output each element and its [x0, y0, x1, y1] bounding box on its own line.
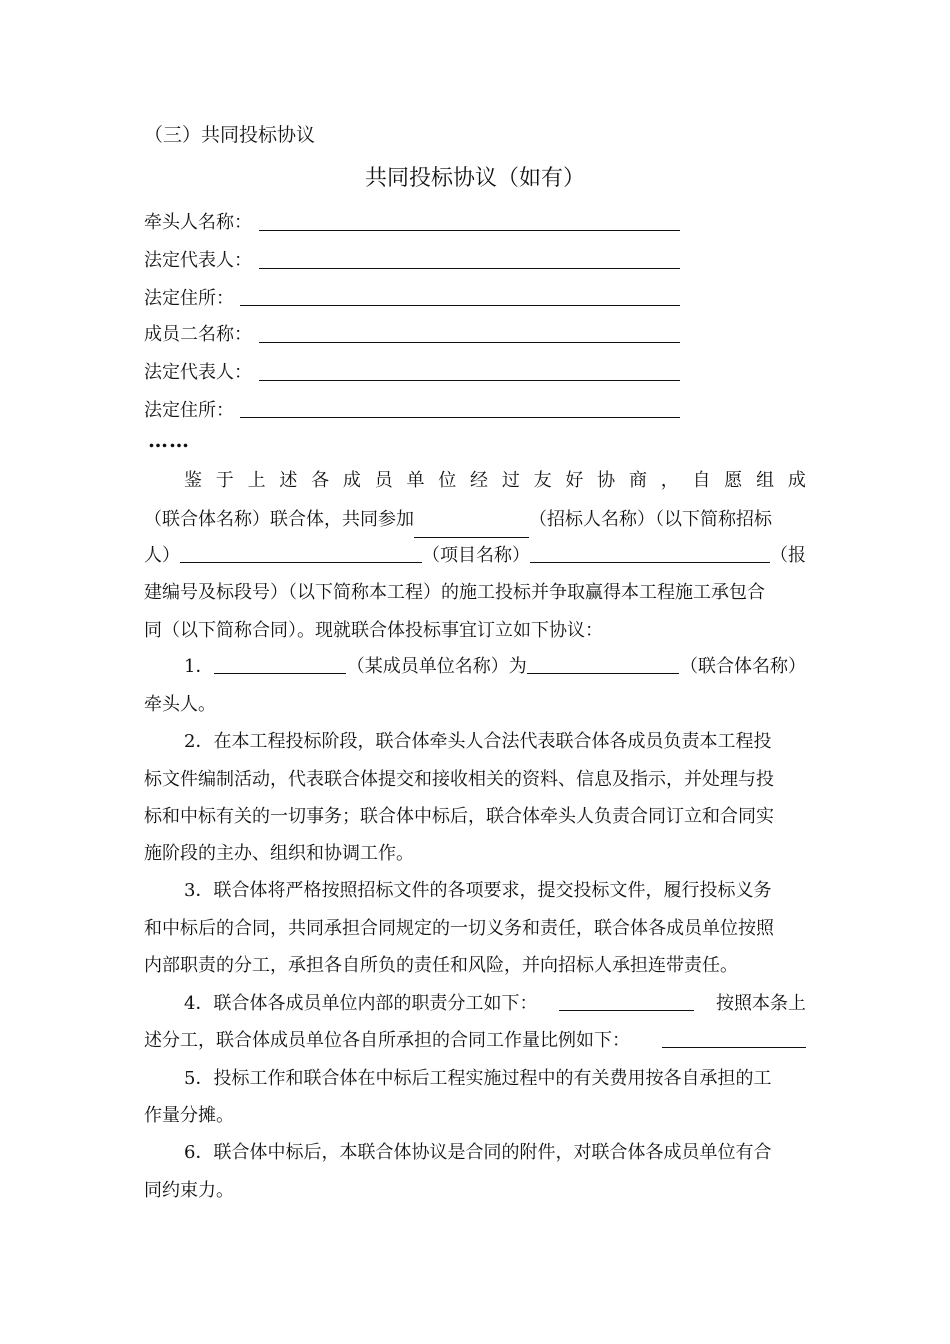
intro-text: （项目名称） — [421, 545, 530, 566]
lead-rep-blank[interactable] — [259, 268, 680, 269]
clause-4-text: 述分工，联合体成员单位各自所承担的合同工作量比例如下： — [144, 1030, 630, 1051]
intro-char: 好 — [565, 470, 584, 491]
member2-name-label: 成员二名称： — [144, 324, 252, 345]
clause-1-number: 1． — [184, 656, 214, 677]
project-blank-2[interactable] — [530, 538, 770, 563]
member2-address-label: 法定住所： — [144, 400, 234, 421]
intro-char: 各 — [311, 470, 330, 491]
clause-2-line-1: 2．在本工程投标阶段，联合体牵头人合法代表联合体各成员负责本工程投 — [184, 731, 772, 752]
clause-4-line-1 — [184, 986, 806, 1022]
clause-2-line-4: 施阶段的主办、组织和协调工作。 — [144, 843, 414, 864]
ratio-blank[interactable] — [662, 1023, 806, 1048]
intro-char: 上 — [247, 470, 266, 491]
intro-char: 成 — [342, 470, 361, 491]
intro-text: （联合体名称）联合体，共同参加 — [144, 509, 414, 530]
ellipsis: …… — [148, 428, 190, 452]
document-title: 共同投标协议（如有） — [364, 166, 585, 191]
intro-line-2 — [144, 502, 806, 538]
clause-5-line-1: 5．投标工作和联合体在中标后工程实施过程中的有关费用按各自承担的工 — [184, 1068, 772, 1089]
intro-text: （招标人名称）（以下简称招标 — [529, 509, 772, 530]
clause-1-text: （联合体名称） — [679, 656, 806, 677]
clause-6-line-2: 同约束力。 — [144, 1180, 234, 1201]
lead-address-label: 法定住所： — [144, 288, 234, 309]
clause-4-line-2 — [144, 1023, 806, 1059]
intro-line-1 — [184, 463, 806, 499]
lead-address-blank[interactable] — [240, 305, 680, 306]
intro-char: 商 — [628, 470, 647, 491]
clause-3-line-1: 3．联合体将严格按照招标文件的各项要求，提交投标文件，履行投标义务 — [184, 880, 772, 901]
intro-char: 组 — [756, 470, 775, 491]
section-heading: （三）共同投标协议 — [144, 124, 316, 146]
clause-6-line-1: 6．联合体中标后，本联合体协议是合同的附件，对联合体各成员单位有合 — [184, 1142, 772, 1163]
intro-char: 员 — [374, 470, 393, 491]
lead-name-blank[interactable] — [259, 230, 680, 231]
intro-char: 经 — [470, 470, 489, 491]
tenderer-blank[interactable] — [414, 513, 529, 538]
member2-address-blank[interactable] — [240, 417, 680, 418]
intro-char: ， — [660, 470, 679, 491]
intro-char: 鉴 — [184, 470, 202, 491]
member2-name-blank[interactable] — [259, 342, 680, 343]
division-blank[interactable] — [559, 986, 694, 1011]
clause-2-line-2: 标文件编制活动，代表联合体提交和接收相关的资料、信息及指示，并处理与投 — [144, 769, 774, 790]
intro-char: 位 — [438, 470, 457, 491]
clause-1-text: （某成员单位名称）为 — [346, 656, 527, 677]
project-blank-1[interactable] — [180, 538, 422, 563]
member2-rep-label: 法定代表人： — [144, 362, 252, 383]
intro-char: 过 — [501, 470, 520, 491]
intro-line-4: 建编号及标段号）（以下简称本工程）的施工投标并争取赢得本工程施工承包合 — [144, 582, 765, 603]
intro-line-5: 同（以下简称合同）。现就联合体投标事宜订立如下协议： — [144, 620, 603, 641]
clause-1-line-1 — [184, 649, 806, 685]
intro-char: 友 — [533, 470, 552, 491]
intro-char: 于 — [215, 470, 234, 491]
intro-char: 自 — [692, 470, 711, 491]
clause-1-line-2: 牵头人。 — [144, 694, 216, 715]
intro-text: （报 — [770, 545, 806, 566]
consortium-blank[interactable] — [527, 649, 679, 674]
intro-char: 单 — [406, 470, 425, 491]
member-blank[interactable] — [214, 649, 346, 674]
intro-char: 协 — [597, 470, 616, 491]
lead-name-label: 牵头人名称： — [144, 212, 252, 233]
intro-text: 人） — [144, 545, 180, 566]
clause-4-text: 4．联合体各成员单位内部的职责分工如下： — [184, 993, 538, 1014]
intro-char: 愿 — [724, 470, 743, 491]
clause-4-text: 按照本条上 — [715, 993, 806, 1014]
clause-3-line-3: 内部职责的分工，承担各自所负的责任和风险，并向招标人承担连带责任。 — [144, 955, 738, 976]
clause-2-line-3: 标和中标有关的一切事务；联合体中标后，联合体牵头人负责合同订立和合同实 — [144, 806, 774, 827]
lead-rep-label: 法定代表人： — [144, 250, 252, 271]
intro-line-3 — [144, 538, 806, 574]
intro-char: 成 — [787, 470, 806, 491]
clause-3-line-2: 和中标后的合同，共同承担合同规定的一切义务和责任，联合体各成员单位按照 — [144, 918, 774, 939]
intro-char: 述 — [279, 470, 298, 491]
clause-5-line-2: 作量分摊。 — [144, 1105, 234, 1126]
member2-rep-blank[interactable] — [259, 380, 680, 381]
